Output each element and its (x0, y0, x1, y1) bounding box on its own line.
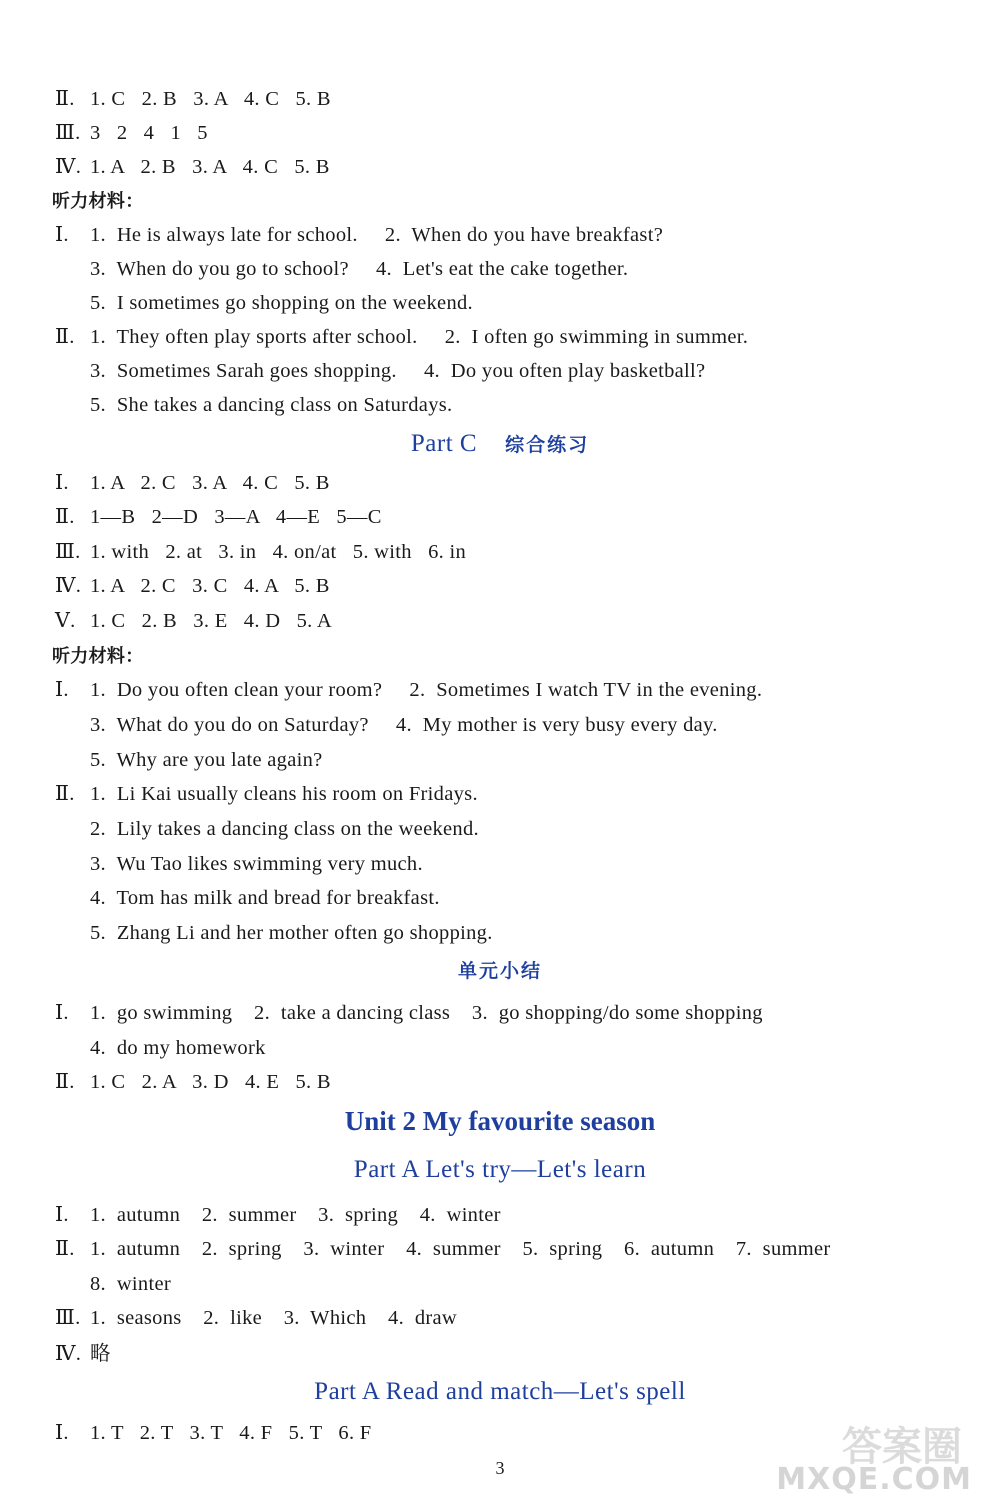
item-label: Ⅰ. (55, 472, 69, 494)
transcript-line (0, 320, 1000, 354)
transcript-line (0, 743, 1000, 777)
item-label: Ⅴ. (55, 610, 76, 632)
item-text: 1. autumn 2. spring 3. winter 4. summer 5. spring 6. autumn 7. summer (90, 1238, 831, 1260)
part-c-subtitle: 综合练习 (505, 434, 590, 456)
summary-line (0, 996, 1000, 1030)
item-label: Ⅰ. (55, 1422, 69, 1444)
item-text: 5. Why are you late again? (90, 749, 323, 771)
transcript-line (0, 847, 1000, 881)
watermark-top-text: 答案圈 (842, 1424, 962, 1470)
item-text: 1—B 2—D 3—A 4—E 5—C (90, 506, 382, 528)
part-a-heading-2: Part A Read and match—Let's spell (314, 1378, 686, 1405)
transcript-line (0, 252, 1000, 286)
watermark-logo (776, 1415, 982, 1503)
transcript-line (0, 218, 1000, 252)
item-text: 1. C 2. B 3. A 4. C 5. B (90, 88, 331, 110)
item-text: 1. He is always late for school. 2. When do you have breakfast? (90, 224, 664, 246)
item-label: Ⅰ. (55, 679, 69, 701)
item-label: Ⅰ. (55, 1002, 69, 1024)
answer-line-v (0, 604, 1000, 638)
item-text: 1. A 2. B 3. A 4. C 5. B (90, 156, 330, 178)
transcript-line (0, 777, 1000, 811)
listening-material-label: 听力材料： (52, 191, 144, 212)
listening-material-label: 听力材料： (52, 646, 144, 667)
item-label: Ⅱ. (55, 326, 75, 348)
item-text: 1. C 2. A 3. D 4. E 5. B (90, 1071, 331, 1093)
listening-header (0, 185, 1000, 219)
item-text: 2. Lily takes a dancing class on the weekend. (90, 818, 479, 840)
item-text: 3 2 4 1 5 (90, 122, 208, 144)
item-text: 1. A 2. C 3. A 4. C 5. B (90, 472, 330, 494)
item-label: Ⅲ. (55, 122, 81, 144)
item-label: Ⅰ. (55, 224, 69, 246)
item-text: 1. seasons 2. like 3. Which 4. draw (90, 1307, 458, 1329)
answer-line-iv (0, 569, 1000, 603)
answer-line-iii (0, 116, 1000, 150)
answer-line-iii (0, 535, 1000, 569)
summary-line (0, 1065, 1000, 1099)
item-text: 3. Wu Tao likes swimming very much. (90, 853, 423, 875)
transcript-line (0, 881, 1000, 915)
part-c-heading (0, 424, 1000, 464)
summary-line (0, 1031, 1000, 1065)
item-label: Ⅱ. (55, 1071, 75, 1093)
item-text: 1. T 2. T 3. T 4. F 5. T 6. F (90, 1422, 372, 1444)
item-text: 1. C 2. B 3. E 4. D 5. A (90, 610, 332, 632)
answer-line-iii (0, 1301, 1000, 1335)
item-text: 1. They often play sports after school. 2. I often go swimming in summer. (90, 326, 749, 348)
part-c-title: Part C (410, 430, 478, 457)
item-text: 1. A 2. C 3. C 4. A 5. B (90, 575, 330, 597)
item-label: Ⅲ. (55, 541, 81, 563)
item-label: Ⅱ. (55, 506, 75, 528)
item-text: 3. Sometimes Sarah goes shopping. 4. Do you often play basketball? (90, 360, 706, 382)
item-label: Ⅰ. (55, 1204, 69, 1226)
unit-2-heading: Unit 2 My favourite season (344, 1106, 656, 1136)
item-text: 3. What do you do on Saturday? 4. My mother is very busy every day. (90, 714, 718, 736)
item-label: Ⅱ. (55, 88, 75, 110)
item-text: 1. go swimming 2. take a dancing class 3. go shopping/do some shopping (90, 1002, 763, 1024)
item-text: 1. autumn 2. summer 3. spring 4. winter (90, 1204, 501, 1226)
item-text: 8. winter (90, 1273, 171, 1295)
item-text: 略 (90, 1343, 111, 1365)
item-text: 5. Zhang Li and her mother often go shopping. (90, 922, 493, 944)
item-label: Ⅳ. (55, 575, 82, 597)
item-text: 1. Li Kai usually cleans his room on Fridays. (90, 783, 478, 805)
answer-line-ii-cont (0, 1267, 1000, 1301)
transcript-line (0, 673, 1000, 707)
item-text: 1. with 2. at 3. in 4. on/at 5. with 6. in (90, 541, 467, 563)
transcript-line (0, 388, 1000, 422)
answer-line-iv (0, 1337, 1000, 1371)
transcript-line (0, 286, 1000, 320)
transcript-line (0, 916, 1000, 950)
item-label: Ⅲ. (55, 1307, 81, 1329)
answer-line-i (0, 466, 1000, 500)
transcript-line (0, 812, 1000, 846)
part-a-heading: Part A Let's try—Let's learn (353, 1156, 647, 1183)
item-label: Ⅳ. (55, 1343, 82, 1365)
item-text: 5. I sometimes go shopping on the weekend. (90, 292, 473, 314)
item-text: 3. When do you go to school? 4. Let's eat the cake together. (90, 258, 629, 280)
watermark-bottom-text: MXQE.COM (776, 1462, 972, 1497)
item-label: Ⅱ. (55, 783, 75, 805)
answer-line-ii (0, 1232, 1000, 1266)
answer-line-ii (0, 500, 1000, 534)
listening-header (0, 640, 1000, 674)
transcript-line (0, 354, 1000, 388)
answer-line-i (0, 1198, 1000, 1232)
answer-line-iv (0, 150, 1000, 184)
page-number: 3 (495, 1458, 505, 1478)
unit-summary-heading: 单元小结 (457, 960, 542, 982)
item-text: 1. Do you often clean your room? 2. Sometimes I watch TV in the evening. (90, 679, 763, 701)
transcript-line (0, 708, 1000, 742)
item-text: 4. Tom has milk and bread for breakfast. (90, 887, 440, 909)
item-text: 5. She takes a dancing class on Saturdays. (90, 394, 453, 416)
item-label: Ⅱ. (55, 1238, 75, 1260)
answer-line-ii (0, 82, 1000, 116)
item-label: Ⅳ. (55, 156, 82, 178)
item-text: 4. do my homework (90, 1037, 266, 1059)
